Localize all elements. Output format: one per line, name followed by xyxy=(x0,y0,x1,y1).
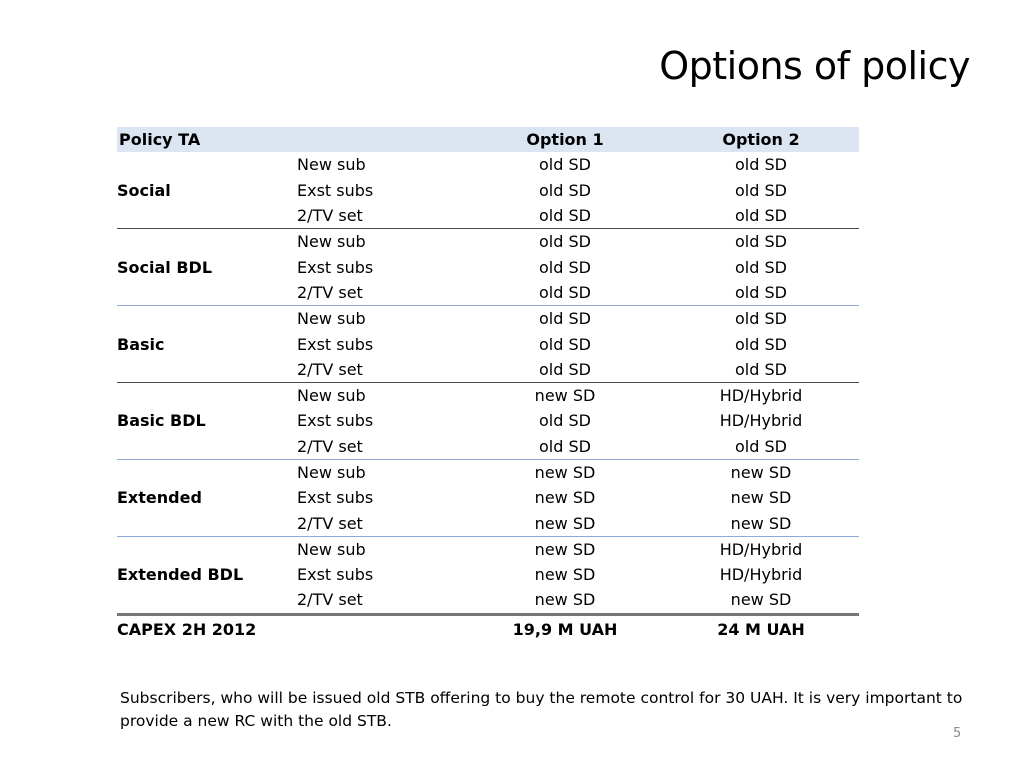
option-1-cell: old SD xyxy=(539,309,591,329)
header-subscriber-type xyxy=(297,127,467,152)
option-2-cell: old SD xyxy=(735,155,787,175)
option-1-cell: old SD xyxy=(539,155,591,175)
subscriber-type-cell: 2/TV set xyxy=(297,587,467,614)
header-option-2: Option 2 xyxy=(663,127,859,152)
option-1-cell: old SD xyxy=(539,411,591,431)
subscriber-type-cell: 2/TV set xyxy=(297,434,467,460)
policy-group-label xyxy=(117,306,297,332)
option-1-cell: old SD xyxy=(539,180,591,200)
option-2-cell: old SD xyxy=(735,334,787,354)
policy-group-label xyxy=(117,229,297,255)
option-1-cell: new SD xyxy=(534,463,596,482)
table-row xyxy=(117,306,859,332)
subscriber-type-cell: New sub xyxy=(297,463,366,482)
policy-group-label xyxy=(117,203,297,229)
option-2-cell: new SD xyxy=(663,510,859,536)
table-row xyxy=(117,357,859,383)
policy-group-label xyxy=(117,536,297,562)
subscriber-type-cell: Exst subs xyxy=(297,411,374,431)
subscriber-type-cell: Exst subs xyxy=(297,334,374,354)
policy-group-label xyxy=(117,382,297,408)
option-1-cell: new SD xyxy=(534,565,596,585)
table-row xyxy=(117,178,859,203)
table-row xyxy=(117,510,859,536)
policy-group-label xyxy=(117,152,297,177)
option-2-cell: old SD xyxy=(663,203,859,229)
table-row xyxy=(117,331,859,356)
policy-group-label xyxy=(117,459,297,485)
policy-group-label: Social BDL xyxy=(117,257,213,277)
policy-group-label xyxy=(117,357,297,383)
capex-row xyxy=(117,614,859,644)
table-row xyxy=(117,203,859,229)
option-2-cell: old SD xyxy=(663,357,859,383)
table-body xyxy=(117,152,859,643)
header-option-1: Option 1 xyxy=(467,127,663,152)
policy-group-label xyxy=(117,434,297,460)
option-2-cell: old SD xyxy=(735,180,787,200)
subscriber-type-cell: Exst subs xyxy=(297,488,374,508)
subscriber-type-cell: New sub xyxy=(297,539,366,559)
option-1-cell: old SD xyxy=(539,232,591,252)
option-1-cell: new SD xyxy=(534,539,596,559)
table-row xyxy=(117,408,859,433)
capex-option-2: 24 M UAH xyxy=(717,619,805,639)
subscriber-type-cell: New sub xyxy=(297,155,366,175)
policy-options-table xyxy=(117,127,859,644)
policy-group-label xyxy=(117,510,297,536)
option-2-cell: HD/Hybrid xyxy=(719,411,803,431)
capex-option-1: 19,9 M UAH xyxy=(512,619,618,639)
option-1-cell: old SD xyxy=(467,434,663,460)
option-2-cell: HD/Hybrid xyxy=(719,565,803,585)
policy-group-label: Social xyxy=(117,180,171,200)
table-row xyxy=(117,152,859,177)
table-row xyxy=(117,229,859,255)
option-1-cell: new SD xyxy=(467,510,663,536)
option-2-cell: old SD xyxy=(735,257,787,277)
policy-group-label: Basic BDL xyxy=(117,411,206,431)
footnote: Subscribers, who will be issued old STB offering to buy the remote control for 30 UAH. It is very important to provide a new RC with the old STB. xyxy=(120,689,963,730)
option-1-cell: old SD xyxy=(467,280,663,306)
page-number: 5 xyxy=(953,726,962,741)
subscriber-type-cell: Exst subs xyxy=(297,257,374,277)
table-row xyxy=(117,587,859,614)
policy-group-label: Extended xyxy=(117,488,202,508)
table-row xyxy=(117,459,859,485)
option-1-cell: new SD xyxy=(534,386,596,406)
table-row xyxy=(117,434,859,460)
option-1-cell: new SD xyxy=(534,488,596,508)
policy-group-label xyxy=(117,280,297,306)
subscriber-type-cell: 2/TV set xyxy=(297,203,467,229)
table-row xyxy=(117,254,859,279)
option-2-cell: old SD xyxy=(663,434,859,460)
table-row xyxy=(117,280,859,306)
policy-group-label: Extended BDL xyxy=(117,565,244,585)
slide-title: Options of policy xyxy=(659,44,970,88)
option-2-cell: HD/Hybrid xyxy=(719,539,803,559)
subscriber-type-cell: 2/TV set xyxy=(297,510,467,536)
option-1-cell: old SD xyxy=(539,257,591,277)
option-2-cell: old SD xyxy=(735,232,787,252)
option-1-cell: old SD xyxy=(467,203,663,229)
subscriber-type-cell: New sub xyxy=(297,232,366,252)
option-1-cell: old SD xyxy=(467,357,663,383)
option-2-cell: new SD xyxy=(663,587,859,614)
table-row xyxy=(117,562,859,587)
option-1-cell: old SD xyxy=(539,334,591,354)
subscriber-type-cell: Exst subs xyxy=(297,180,374,200)
option-2-cell: new SD xyxy=(730,488,792,508)
header-policy-ta: Policy TA xyxy=(117,127,297,152)
option-2-cell: new SD xyxy=(730,463,792,482)
subscriber-type-cell: 2/TV set xyxy=(297,280,467,306)
table-row xyxy=(117,382,859,408)
capex-label: CAPEX 2H 2012 xyxy=(117,619,257,639)
subscriber-type-cell: 2/TV set xyxy=(297,357,467,383)
option-2-cell: old SD xyxy=(735,309,787,329)
subscriber-type-cell: New sub xyxy=(297,309,366,329)
option-1-cell: new SD xyxy=(467,587,663,614)
table-row xyxy=(117,536,859,562)
capex-empty-cell xyxy=(297,614,467,644)
subscriber-type-cell: New sub xyxy=(297,386,366,406)
table-row xyxy=(117,485,859,510)
policy-group-label xyxy=(117,587,297,614)
option-2-cell: old SD xyxy=(663,280,859,306)
policy-group-label: Basic xyxy=(117,334,165,354)
subscriber-type-cell: Exst subs xyxy=(297,565,374,585)
table-header-row xyxy=(117,127,859,152)
option-2-cell: HD/Hybrid xyxy=(719,386,803,406)
